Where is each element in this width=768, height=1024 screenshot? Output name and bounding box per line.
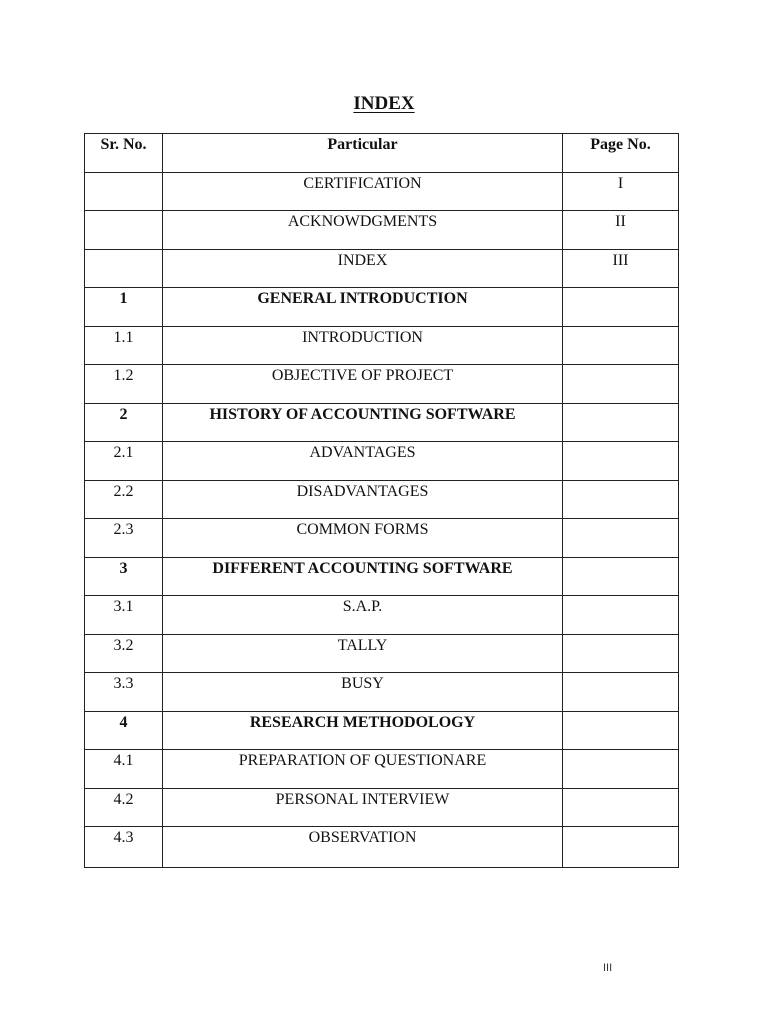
table-header-row xyxy=(85,134,679,173)
table-row xyxy=(85,211,679,250)
cell-sr-no xyxy=(85,172,163,211)
table-row xyxy=(85,788,679,827)
cell-particular: TALLY xyxy=(163,634,563,673)
cell-page-no xyxy=(563,557,679,596)
cell-sr-no: 2.3 xyxy=(85,519,163,558)
table-row xyxy=(85,711,679,750)
cell-page-no xyxy=(563,673,679,712)
cell-particular: COMMON FORMS xyxy=(163,519,563,558)
cell-particular: ACKNOWDGMENTS xyxy=(163,211,563,250)
table-row xyxy=(85,403,679,442)
table-row xyxy=(85,519,679,558)
cell-particular: RESEARCH METHODOLOGY xyxy=(163,711,563,750)
table-row xyxy=(85,557,679,596)
page-title: INDEX xyxy=(353,93,415,114)
cell-sr-no: 3 xyxy=(85,557,163,596)
index-table xyxy=(84,133,679,868)
cell-page-no xyxy=(563,365,679,404)
table-row xyxy=(85,634,679,673)
table-row xyxy=(85,249,679,288)
cell-page-no xyxy=(563,519,679,558)
table-row xyxy=(85,288,679,327)
page-number: III xyxy=(603,962,613,974)
cell-particular: DISADVANTAGES xyxy=(163,480,563,519)
cell-page-no xyxy=(563,326,679,365)
cell-particular: BUSY xyxy=(163,673,563,712)
table-row xyxy=(85,365,679,404)
table-row xyxy=(85,172,679,211)
cell-sr-no: 4.1 xyxy=(85,750,163,789)
cell-page-no xyxy=(563,827,679,868)
cell-sr-no: 3.3 xyxy=(85,673,163,712)
cell-particular: INDEX xyxy=(163,249,563,288)
cell-sr-no: 1 xyxy=(85,288,163,327)
cell-page-no xyxy=(563,596,679,635)
table-row xyxy=(85,596,679,635)
cell-sr-no: 2 xyxy=(85,403,163,442)
cell-particular: OBJECTIVE OF PROJECT xyxy=(163,365,563,404)
cell-sr-no: 1.2 xyxy=(85,365,163,404)
cell-sr-no: 3.2 xyxy=(85,634,163,673)
header-page-no: Page No. xyxy=(563,134,679,173)
cell-page-no xyxy=(563,288,679,327)
table-row xyxy=(85,326,679,365)
table-body xyxy=(85,172,679,868)
cell-sr-no: 3.1 xyxy=(85,596,163,635)
cell-page-no: III xyxy=(563,249,679,288)
cell-particular: GENERAL INTRODUCTION xyxy=(163,288,563,327)
cell-particular: HISTORY OF ACCOUNTING SOFTWARE xyxy=(163,403,563,442)
cell-page-no xyxy=(563,480,679,519)
cell-particular: CERTIFICATION xyxy=(163,172,563,211)
header-sr-no: Sr. No. xyxy=(85,134,163,173)
cell-sr-no xyxy=(85,211,163,250)
cell-particular: ADVANTAGES xyxy=(163,442,563,481)
cell-particular: PREPARATION OF QUESTIONARE xyxy=(163,750,563,789)
cell-particular: PERSONAL INTERVIEW xyxy=(163,788,563,827)
table-row xyxy=(85,827,679,868)
table-row xyxy=(85,750,679,789)
cell-particular: DIFFERENT ACCOUNTING SOFTWARE xyxy=(163,557,563,596)
cell-page-no xyxy=(563,634,679,673)
cell-sr-no: 4.3 xyxy=(85,827,163,868)
header-particular: Particular xyxy=(163,134,563,173)
cell-sr-no: 2.2 xyxy=(85,480,163,519)
cell-sr-no: 1.1 xyxy=(85,326,163,365)
table-row xyxy=(85,673,679,712)
cell-page-no: I xyxy=(563,172,679,211)
cell-page-no xyxy=(563,750,679,789)
cell-page-no xyxy=(563,788,679,827)
cell-particular: OBSERVATION xyxy=(163,827,563,868)
cell-sr-no xyxy=(85,249,163,288)
cell-page-no xyxy=(563,442,679,481)
cell-sr-no: 2.1 xyxy=(85,442,163,481)
cell-sr-no: 4.2 xyxy=(85,788,163,827)
table-row xyxy=(85,480,679,519)
cell-sr-no: 4 xyxy=(85,711,163,750)
cell-particular: S.A.P. xyxy=(163,596,563,635)
cell-page-no xyxy=(563,403,679,442)
table-row xyxy=(85,442,679,481)
cell-page-no: II xyxy=(563,211,679,250)
cell-page-no xyxy=(563,711,679,750)
cell-particular: INTRODUCTION xyxy=(163,326,563,365)
